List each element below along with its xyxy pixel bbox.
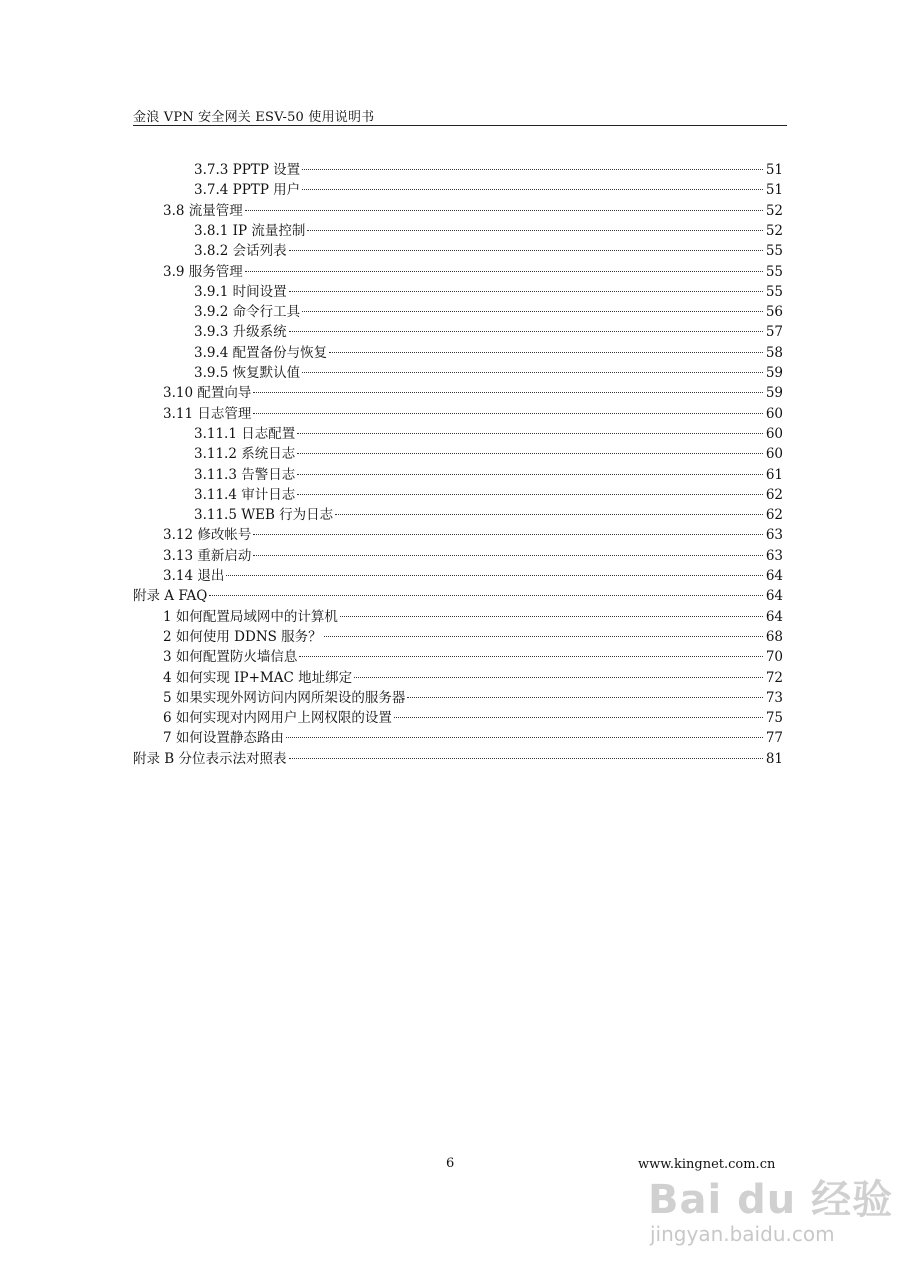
- toc-dot-leader: [297, 494, 763, 495]
- document-header-title: 金浪 VPN 安全网关 ESV-50 使用说明书: [133, 110, 375, 125]
- toc-dot-leader: [302, 169, 763, 170]
- toc-entry-label: 3.11.4 审计日志: [194, 486, 296, 503]
- toc-entry-page: 61: [765, 466, 783, 483]
- toc-entry-label: 6 如何实现对内网用户上网权限的设置: [163, 710, 392, 727]
- toc-entry-page: 63: [765, 547, 783, 564]
- toc-entry[interactable]: [163, 262, 783, 282]
- toc-entry-label: 3.11.3 告警日志: [194, 466, 296, 483]
- toc-entry[interactable]: [194, 302, 783, 322]
- toc-dot-leader: [289, 331, 763, 332]
- toc-entry-page: 56: [765, 304, 783, 321]
- toc-entry-page: 60: [765, 405, 783, 422]
- toc-entry-page: 81: [765, 750, 783, 767]
- toc-entry[interactable]: [133, 749, 783, 769]
- toc-entry-label: 1 如何配置局域网中的计算机: [163, 608, 338, 625]
- toc-dot-leader: [297, 453, 763, 454]
- toc-entry-label: 3.9.5 恢复默认值: [194, 365, 301, 381]
- baidu-jingyan-watermark-url: jingyan.baidu.com: [650, 1222, 835, 1246]
- toc-dot-leader: [297, 433, 763, 434]
- toc-dot-leader: [302, 311, 763, 312]
- toc-entry-page: 73: [765, 689, 783, 706]
- toc-entry-page: 60: [765, 425, 783, 442]
- toc-entry-page: 58: [765, 344, 783, 361]
- toc-entry-page: 62: [765, 507, 783, 524]
- toc-dot-leader: [394, 717, 763, 718]
- toc-entry-label: 3.9.1 时间设置: [194, 283, 287, 300]
- toc-dot-leader: [253, 413, 763, 414]
- toc-dot-leader: [324, 636, 763, 637]
- toc-entry-label: 附录 B 分位表示法对照表: [133, 750, 287, 767]
- toc-entry-label: 7 如何设置静态路由: [163, 730, 284, 747]
- toc-entry[interactable]: [194, 221, 783, 241]
- toc-entry[interactable]: [133, 586, 783, 606]
- toc-entry[interactable]: [194, 160, 783, 180]
- toc-entry-page: 75: [765, 710, 783, 727]
- toc-dot-leader: [302, 189, 763, 190]
- toc-entry[interactable]: [163, 383, 783, 403]
- toc-dot-leader: [226, 575, 763, 576]
- toc-entry-page: 55: [765, 263, 783, 280]
- toc-entry-label: 3.10 配置向导: [163, 385, 252, 402]
- toc-entry[interactable]: [163, 201, 783, 221]
- toc-entry-page: 64: [765, 568, 783, 584]
- toc-entry-label: 5 如果实现外网访问内网所架设的服务器: [163, 689, 406, 706]
- toc-entry[interactable]: [194, 241, 783, 261]
- toc-dot-leader: [289, 250, 763, 251]
- toc-entry-page: 63: [765, 527, 783, 544]
- toc-entry-label: 3.9.2 命令行工具: [194, 304, 301, 321]
- toc-entry-label: 3.11.2 系统日志: [194, 446, 296, 463]
- toc-entry[interactable]: [194, 485, 783, 505]
- toc-entry[interactable]: [163, 607, 783, 627]
- toc-dot-leader: [335, 514, 763, 515]
- toc-entry[interactable]: [163, 404, 783, 424]
- toc-dot-leader: [253, 392, 763, 393]
- toc-entry[interactable]: [194, 505, 783, 525]
- toc-entry[interactable]: [194, 343, 783, 363]
- toc-entry[interactable]: [163, 728, 783, 748]
- toc-dot-leader: [329, 352, 763, 353]
- toc-entry[interactable]: [163, 647, 783, 667]
- toc-entry-page: 60: [765, 446, 783, 463]
- toc-entry-page: 51: [765, 182, 783, 199]
- toc-dot-leader: [407, 697, 763, 698]
- toc-entry[interactable]: [163, 566, 783, 586]
- toc-entry-label: 3.9 服务管理: [163, 263, 243, 280]
- toc-dot-leader: [297, 474, 763, 475]
- toc-entry-page: 70: [765, 649, 783, 666]
- toc-entry[interactable]: [194, 322, 783, 342]
- toc-entry-page: 64: [765, 588, 783, 605]
- toc-dot-leader: [253, 534, 763, 535]
- toc-dot-leader: [354, 677, 763, 678]
- toc-entry-page: 68: [765, 628, 783, 645]
- toc-entry-label: 3.8.2 会话列表: [194, 243, 287, 260]
- toc-entry-page: 62: [765, 486, 783, 503]
- toc-dot-leader: [307, 230, 763, 231]
- toc-dot-leader: [340, 616, 763, 617]
- toc-entry-page: 77: [765, 730, 783, 747]
- toc-dot-leader: [289, 291, 763, 292]
- toc-entry-label: 3.7.4 PPTP 用户: [194, 182, 301, 199]
- toc-entry[interactable]: [163, 525, 783, 545]
- toc-entry-page: 59: [765, 385, 783, 402]
- toc-entry-label: 3.14 退出: [163, 568, 225, 584]
- toc-entry[interactable]: [163, 688, 783, 708]
- toc-dot-leader: [302, 372, 763, 373]
- toc-entry-page: 64: [765, 608, 783, 625]
- toc-dot-leader: [245, 210, 763, 211]
- header-divider: [133, 125, 787, 126]
- toc-dot-leader: [245, 271, 763, 272]
- toc-entry-label: 3.8 流量管理: [163, 202, 243, 219]
- toc-entry-page: 55: [765, 283, 783, 300]
- toc-entry-label: 3.11.1 日志配置: [194, 425, 296, 442]
- toc-dot-leader: [289, 758, 763, 759]
- toc-entry[interactable]: [163, 708, 783, 728]
- toc-entry-page: 72: [765, 669, 783, 686]
- toc-entry-label: 附录 A FAQ: [133, 588, 208, 605]
- toc-entry-page: 52: [765, 202, 783, 219]
- toc-entry-label: 3.7.3 PPTP 设置: [194, 162, 301, 178]
- toc-entry[interactable]: [194, 444, 783, 464]
- toc-entry[interactable]: [194, 465, 783, 485]
- toc-entry-label: 3.9.4 配置备份与恢复: [194, 344, 328, 361]
- page-number: 6: [446, 1156, 455, 1171]
- toc-entry[interactable]: [194, 282, 783, 302]
- toc-entry[interactable]: [163, 668, 783, 688]
- toc-entry-label: 3.12 修改帐号: [163, 527, 252, 544]
- toc-dot-leader: [253, 555, 763, 556]
- baidu-jingyan-watermark-logo: Bai du 经验: [648, 1177, 894, 1223]
- footer-website: www.kingnet.com.cn: [638, 1157, 776, 1172]
- toc-entry[interactable]: [163, 546, 783, 566]
- toc-entry-page: 59: [765, 365, 783, 381]
- toc-entry-label: 2 如何使用 DDNS 服务？: [163, 628, 322, 645]
- toc-entry[interactable]: [194, 363, 783, 383]
- toc-entry[interactable]: [194, 424, 783, 444]
- toc-entry-label: 3.9.3 升级系统: [194, 324, 287, 341]
- toc-entry-page: 57: [765, 324, 783, 341]
- toc-dot-leader: [209, 595, 763, 596]
- toc-entry[interactable]: [194, 180, 783, 200]
- toc-entry-label: 3.11 日志管理: [163, 405, 252, 422]
- toc-entry-label: 3.13 重新启动: [163, 547, 252, 564]
- toc-entry-page: 51: [765, 162, 783, 178]
- toc-entry-page: 52: [765, 222, 783, 239]
- toc-entry-label: 3.8.1 IP 流量控制: [194, 222, 306, 239]
- toc-dot-leader: [299, 656, 763, 657]
- toc-dot-leader: [286, 737, 763, 738]
- toc-entry-label: 3.11.5 WEB 行为日志: [194, 507, 334, 524]
- toc-entry-page: 55: [765, 243, 783, 260]
- toc-entry[interactable]: [163, 627, 783, 647]
- toc-entry-label: 4 如何实现 IP+MAC 地址绑定: [163, 669, 353, 686]
- toc-entry-label: 3 如何配置防火墙信息: [163, 649, 298, 666]
